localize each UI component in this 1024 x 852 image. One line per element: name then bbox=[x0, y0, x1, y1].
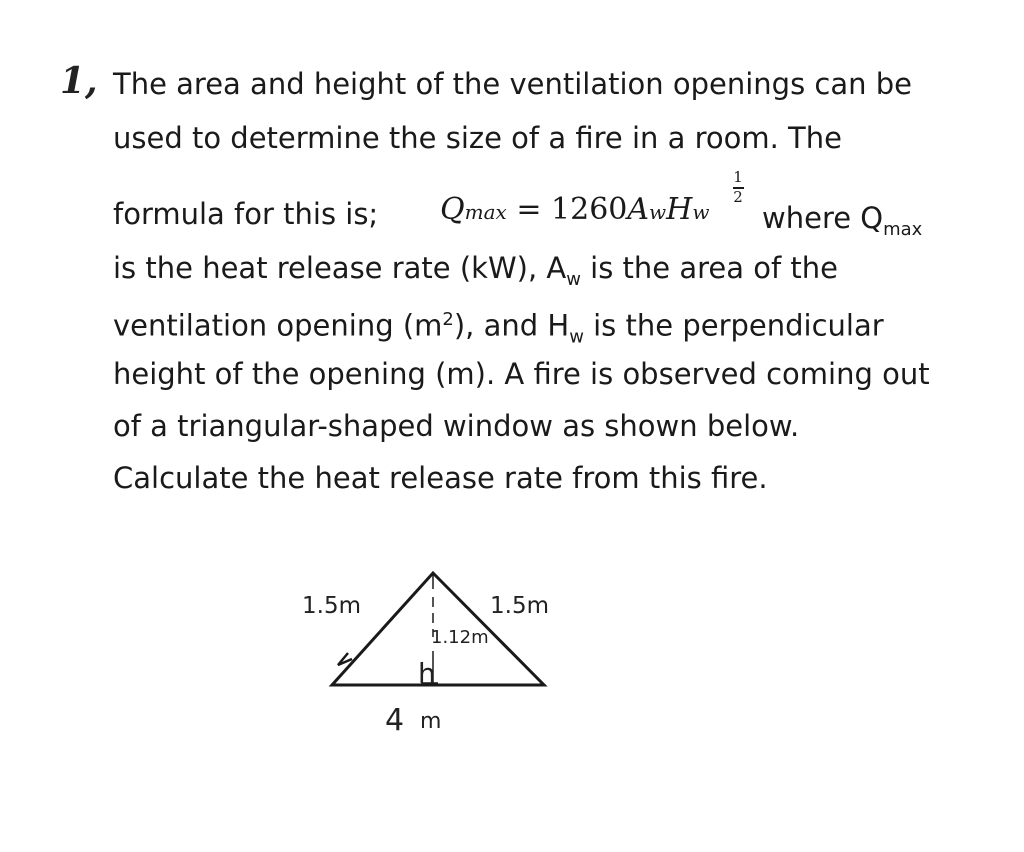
line4-part-c: is the perpendicular bbox=[583, 308, 884, 343]
question-line-3 bbox=[113, 250, 838, 298]
height-label: 1.12m bbox=[431, 627, 489, 648]
line4-part-b: ), and H bbox=[453, 308, 570, 343]
question-line-2: used to determine the size of a fire in a room. The bbox=[113, 121, 842, 155]
formula-where bbox=[762, 200, 922, 248]
exponent-numerator: 1 bbox=[733, 168, 743, 186]
where-sub: max bbox=[883, 218, 923, 240]
line3-sub: w bbox=[566, 268, 581, 290]
formula bbox=[440, 192, 709, 227]
question-line-4 bbox=[113, 302, 884, 355]
formula-a-sub: w bbox=[649, 200, 667, 224]
question-line-1: The area and height of the ventilation openings can be bbox=[113, 67, 912, 101]
formula-a: A bbox=[627, 192, 650, 227]
formula-lhs-sub: max bbox=[464, 200, 507, 224]
line4-sub: w bbox=[569, 326, 584, 348]
left-side-label: 1.5m bbox=[302, 593, 361, 619]
line4-part-a: ventilation opening (m bbox=[113, 308, 443, 343]
formula-label: formula for this is; bbox=[113, 197, 379, 231]
question-line-5: height of the opening (m). A fire is observed coming out bbox=[113, 357, 930, 391]
exponent-denominator: 2 bbox=[733, 188, 743, 206]
right-side-label: 1.5m bbox=[490, 593, 549, 619]
line3-part-b: is the area of the bbox=[580, 251, 839, 285]
base-value-label: 4 bbox=[385, 703, 405, 738]
where-text: where Q bbox=[762, 201, 884, 235]
question-number: 1, bbox=[60, 60, 98, 102]
formula-coef: 1260 bbox=[551, 192, 628, 227]
formula-lhs: Q bbox=[440, 192, 465, 227]
triangle-diagram bbox=[290, 555, 590, 755]
question-line-7: Calculate the heat release rate from this fire. bbox=[113, 461, 768, 495]
height-symbol: h bbox=[418, 657, 436, 690]
base-unit-label: m bbox=[420, 709, 442, 734]
formula-h: H bbox=[666, 192, 693, 227]
formula-h-sub: w bbox=[692, 200, 710, 224]
line4-sup: 2 bbox=[442, 309, 454, 330]
line3-part-a: is the heat release rate (kW), A bbox=[113, 251, 567, 285]
question-line-6: of a triangular-shaped window as shown below. bbox=[113, 409, 800, 443]
formula-equals: = bbox=[516, 192, 542, 227]
